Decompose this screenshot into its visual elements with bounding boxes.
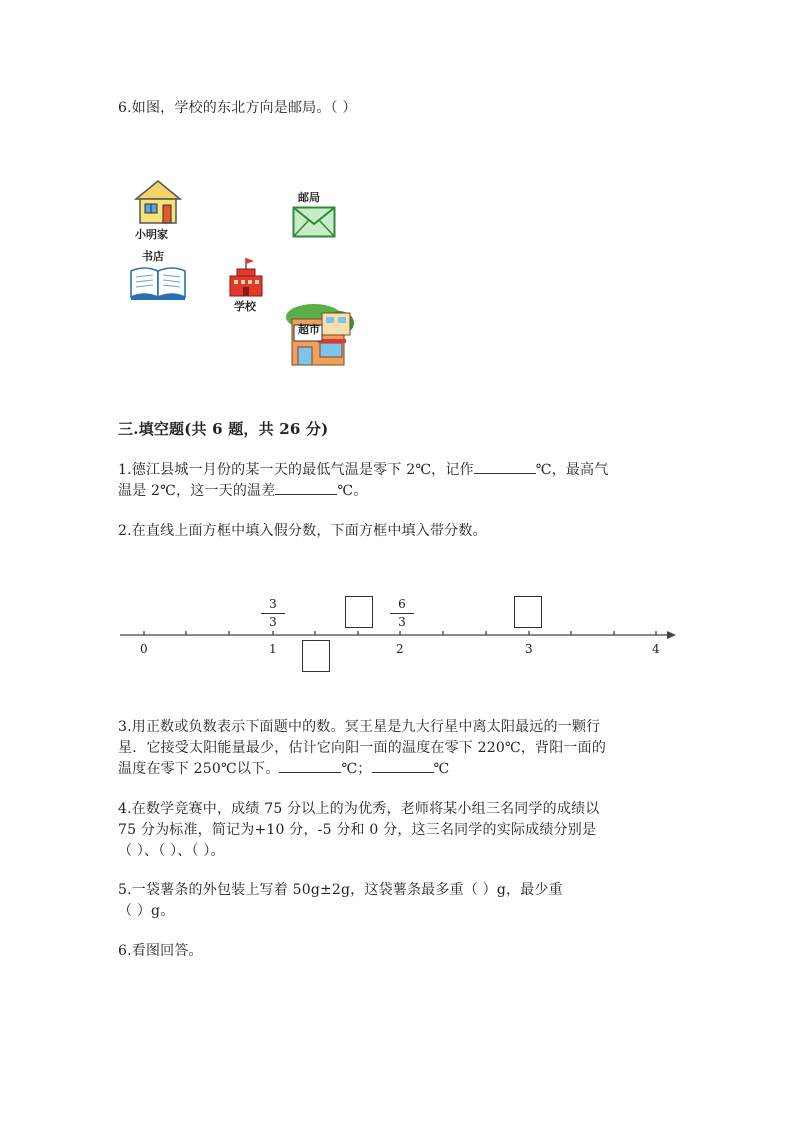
school-label: 学校 — [234, 300, 256, 313]
house-icon — [134, 179, 182, 225]
q1-text-d: ℃。 — [337, 483, 368, 499]
q1-blank-2[interactable] — [275, 480, 337, 495]
answer-box-top-1[interactable] — [345, 596, 373, 628]
fraction-6-over-3 — [390, 597, 414, 630]
map-figure — [125, 175, 375, 375]
q1-text-b: ℃，最高气 — [535, 462, 609, 478]
fraction-a-numerator: 3 — [269, 597, 277, 611]
fraction-b-denominator: 3 — [398, 615, 406, 629]
home-label: 小明家 — [135, 228, 168, 241]
q1-blank-1[interactable] — [474, 459, 536, 474]
question-6-prev: 6.如图，学校的东北方向是邮局。（ ） — [118, 100, 357, 116]
answer-box-top-2[interactable] — [514, 596, 542, 628]
q1-text-c: 温是 2℃，这一天的温差 — [118, 483, 276, 499]
question-3-line-2: 星．它接受太阳能量最少，估计它向阳一面的温度在零下 220℃，背阳一面的 — [118, 740, 607, 756]
fraction-3-over-3 — [261, 597, 285, 630]
school-icon — [228, 256, 264, 298]
fraction-b-numerator: 6 — [398, 597, 406, 611]
q3-text-a: 温度在零下 250℃以下。 — [118, 761, 280, 777]
number-line-figure — [118, 590, 678, 680]
tick-label-3: 3 — [525, 642, 533, 656]
answer-box-bottom-1[interactable] — [302, 640, 330, 672]
tick-label-1: 1 — [269, 642, 277, 656]
envelope-icon — [292, 206, 336, 238]
question-1-line-2 — [118, 480, 367, 500]
q3-text-b: ℃； — [341, 761, 372, 777]
section-3-heading: 三.填空题(共 6 题，共 26 分) — [118, 420, 329, 438]
question-2-text: 2.在直线上面方框中填入假分数，下面方框中填入带分数。 — [118, 523, 487, 539]
post-office-label: 邮局 — [298, 191, 320, 204]
q1-text-a: 1.德江县城一月份的某一天的最低气温是零下 2℃，记作 — [118, 462, 474, 478]
q3-blank-1[interactable] — [279, 758, 341, 773]
question-3-line-3 — [118, 758, 449, 778]
question-5-line-1: 5.一袋薯条的外包装上写着 50g±2g，这袋薯条最多重（ ）g，最少重 — [118, 882, 563, 898]
question-4-line-2: 75 分为标准，简记为+10 分，-5 分和 0 分，这三名同学的实际成绩分别是 — [118, 822, 597, 838]
fraction-a-denominator: 3 — [269, 615, 277, 629]
book-icon — [129, 263, 187, 301]
question-3-line-1: 3.用正数或负数表示下面题中的数。冥王星是九大行星中离太阳最远的一颗行 — [118, 719, 601, 735]
question-5-line-2: （ ）g。 — [118, 903, 175, 919]
question-1-line-1 — [118, 459, 608, 479]
supermarket-label: 超市 — [298, 323, 320, 336]
question-4-line-1: 4.在数学竞赛中，成绩 75 分以上的为优秀，老师将某小组三名同学的成绩以 — [118, 801, 600, 817]
q3-blank-2[interactable] — [372, 758, 434, 773]
tick-label-4: 4 — [652, 642, 660, 656]
question-4-line-3: （ ）、（ ）、（ ）。 — [118, 843, 225, 859]
bookstore-label: 书店 — [142, 250, 164, 263]
tick-label-0: 0 — [140, 642, 148, 656]
tick-label-2: 2 — [396, 642, 404, 656]
q3-text-c: ℃ — [433, 761, 450, 777]
question-6-text: 6.看图回答。 — [118, 943, 203, 959]
supermarket-icon — [284, 303, 356, 367]
